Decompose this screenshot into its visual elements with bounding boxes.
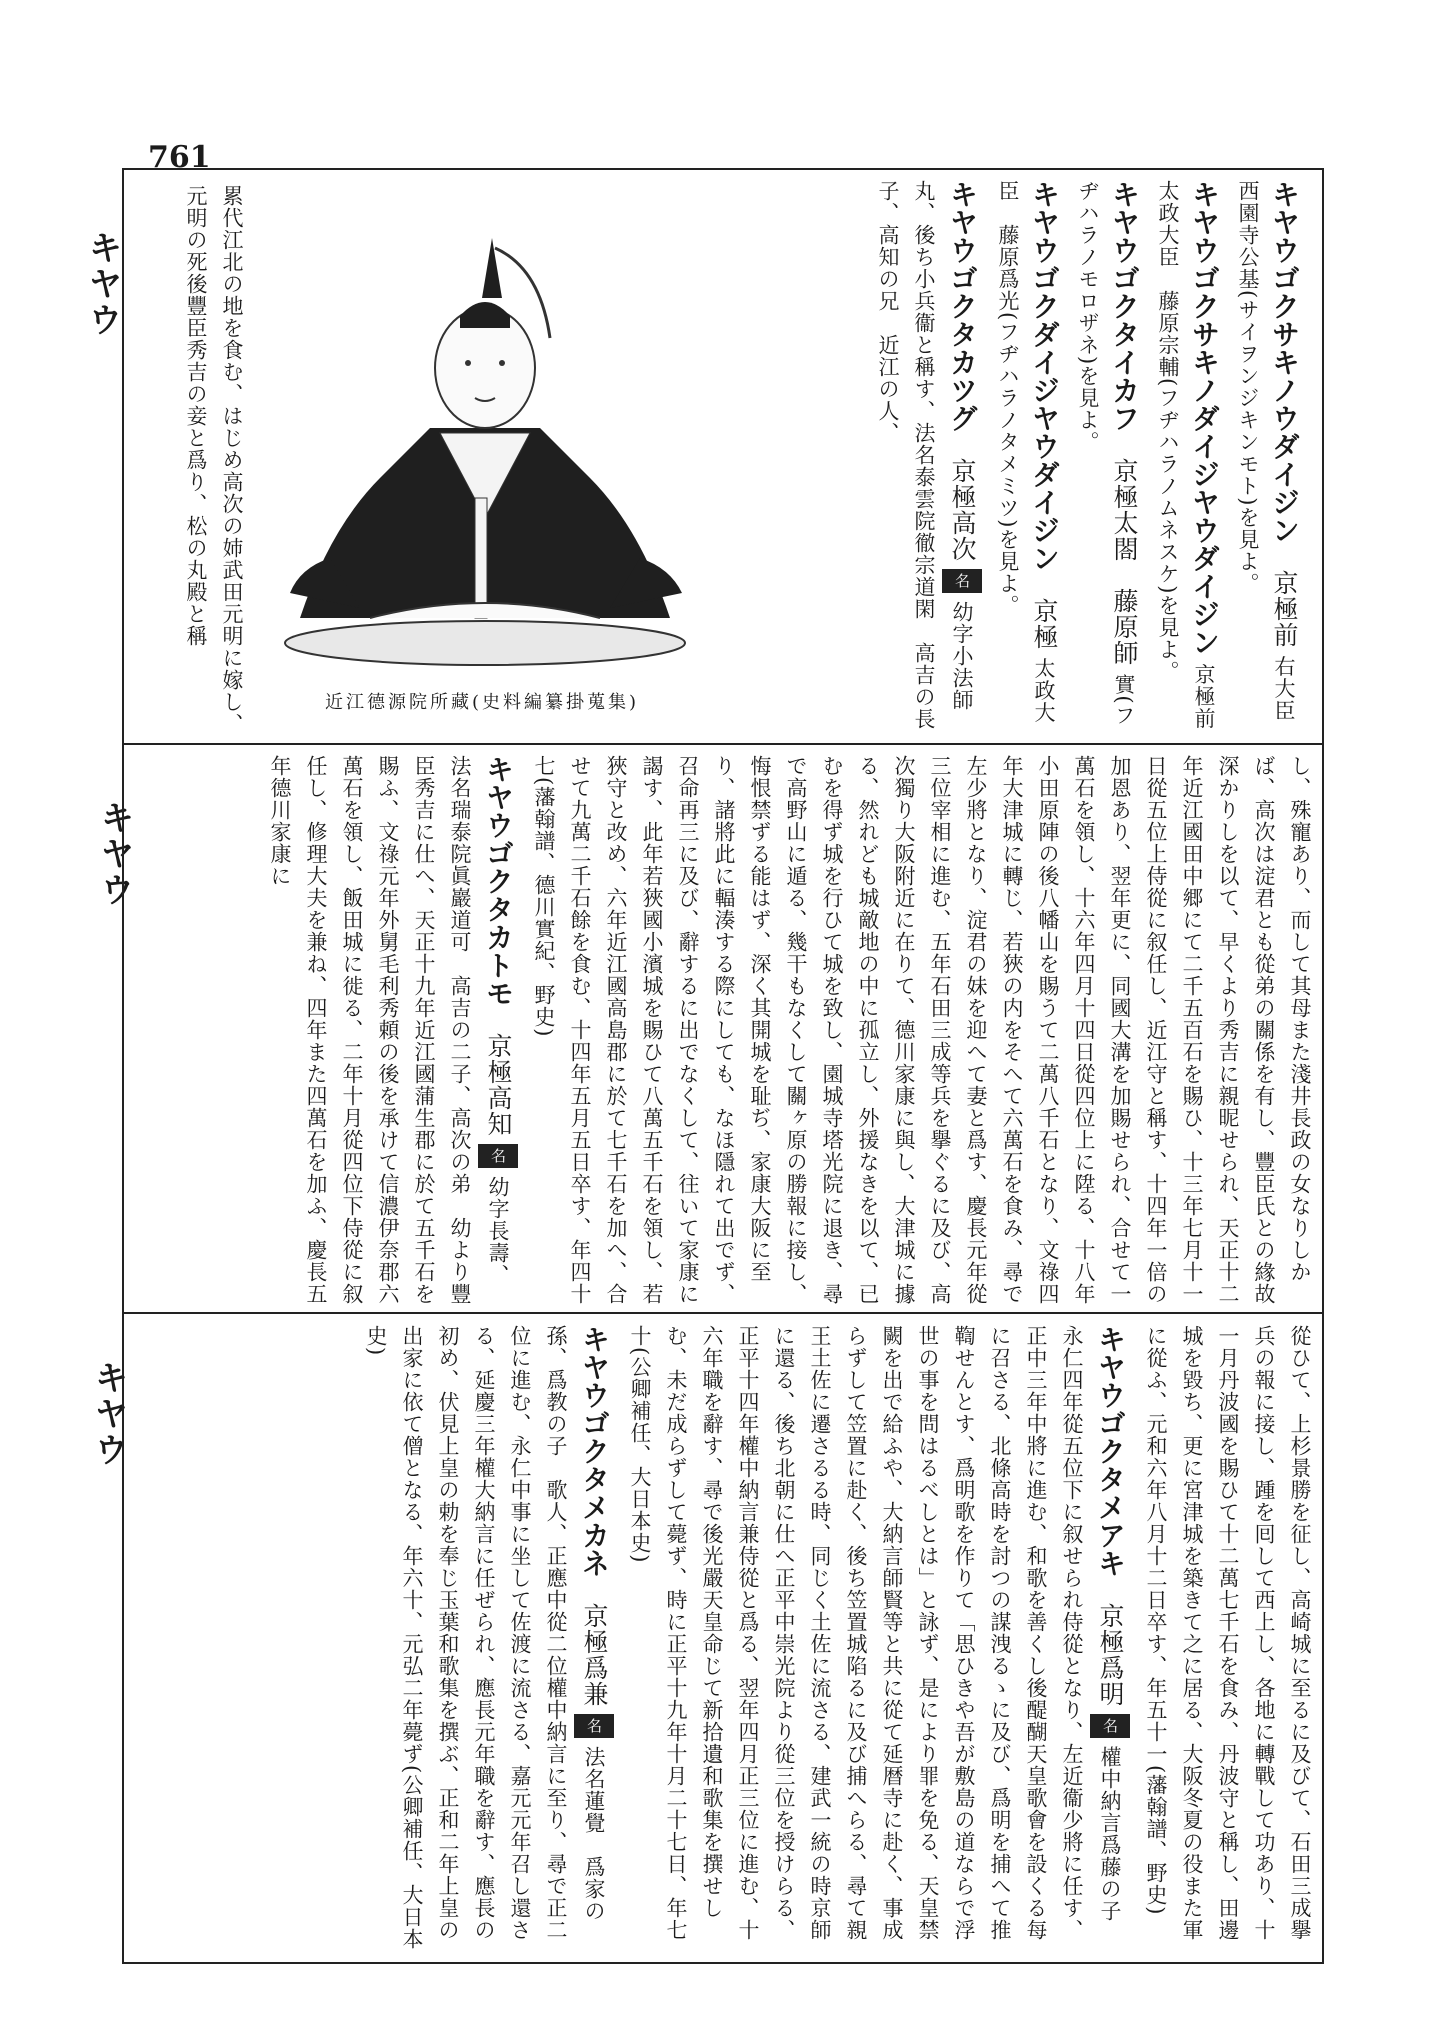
side-index-label: キヤウ <box>94 800 134 908</box>
name-badge: 名 <box>1090 1714 1130 1738</box>
entry-name: 京極太閤 藤原師 <box>1110 457 1139 666</box>
paragraph: 累代江北の地を食む、はじめ高次の姉武田元明に嫁し、元明の死後豐臣秀吉の妾と爲り、松の丸殿と稱 <box>184 185 244 735</box>
entry-body: 右大臣 西園寺公基(サイヲンジキンモト)を見よ。 <box>1236 180 1296 744</box>
entry <box>262 755 518 1305</box>
entry-name: 京極爲明 <box>1096 1602 1125 1707</box>
portrait-side-text <box>140 185 250 735</box>
entry <box>870 180 982 735</box>
entry-headword: キヤウゴクサキノウダイジン <box>1268 180 1301 544</box>
section-divider <box>122 743 1324 745</box>
name-badge: 名 <box>574 1714 614 1738</box>
middle-section <box>140 755 1318 1305</box>
name-badge: 名 <box>478 1144 518 1168</box>
side-index-label: キヤウ <box>88 1360 128 1468</box>
entry-body: 實(フヂハラノモロザネ)を見よ。 <box>1076 180 1136 727</box>
entry-body: 幼字小法師丸、後ち小兵衞と稱す、法名泰雲院徹宗道閑 高吉の長子、高知の兄 近江の人、 <box>876 180 974 730</box>
entry-headword: キヤウゴクタメアキ <box>1094 1325 1127 1577</box>
name-badge: 名 <box>942 569 982 593</box>
entry <box>1070 180 1142 735</box>
entry-body: 太政大臣 藤原爲光(フヂハラノタメミツ)を見よ。 <box>996 180 1056 724</box>
entry-name: 京極高次 <box>948 457 977 562</box>
entry-body: 權中納言爲藤の子 永仁四年從五位下に叙せられ侍從となり、左近衞少將に任す、正中三年中將に進む、和歌を善くし後醍醐天皇歌會を設くる每に召さる、北條高時を討つの謀洩るゝに及び、爲明を捕へて推鞫せんとす、爲明歌を作りて「思ひきや吾が敷島の道ならで浮世の事を問はるべしとは」と詠ず、是により罪を免る、天皇禁闕を出で給ふや、大納言師賢等と共に從て延暦寺に赴く、事成らずして笠置に赴く、後ち笠置城陷るに及び捕へらる、尋て親王土佐に遷さるる時、同じく土佐に流さる、建武一統の時京師に還る、後ち北朝に仕へ正平中崇光院より從三位を授けらる、正平十四年權中納言兼侍從と爲る、翌年四月正三位に進む、十六年職を辭す、尋で後光嚴天皇命じて新拾遺和歌集を撰せしむ、未だ成らずして薨ず、時に正平十九年十月二十七日、年七十(公卿補任、大日本史) <box>628 1325 1122 1945</box>
entry-name: 京極高知 <box>484 1032 513 1137</box>
entry-name: 京極 <box>1030 597 1059 650</box>
portrait-caption: 近江德源院所藏(史料編纂掛蒐集) <box>325 692 640 713</box>
top-entries <box>876 180 1302 744</box>
entry-headword: キヤウゴクサキノダイジヤウダイジン <box>1188 180 1221 656</box>
entry-headword: キヤウゴクダイジヤウダイジン <box>1028 180 1061 572</box>
entry <box>622 1325 1130 1955</box>
entry <box>358 1325 614 1955</box>
entry-headword: キヤウゴクタイカフ <box>1108 180 1141 432</box>
entry <box>990 180 1062 735</box>
entry-headword: キヤウゴクタカトモ <box>482 755 515 1007</box>
paragraph: 從ひて、上杉景勝を征し、高崎城に至るに及びて、石田三成擧兵の報に接し、踵を囘して西上し、各地に轉戰して功あり、十一月丹波國を賜ひて十二萬七千石を食み、丹波守と稱し、田邊城を毀ち、更に宮津城を築きて之に居る、大阪冬夏の役また軍に從ふ、元和六年八月十二日卒す、年五十一(藩翰譜、野史) <box>1144 1325 1312 1941</box>
bottom-section <box>140 1325 1318 1955</box>
entry-headword: キヤウゴクタメカネ <box>578 1325 611 1577</box>
page-number: 761 <box>148 140 211 175</box>
portrait-illustration <box>270 228 700 668</box>
entry-body: 幼字長壽、法名瑞泰院眞巖道可 高吉の二子、高次の弟 幼より豐臣秀吉に仕へ、天正十九年近江國蒲生郡に於て五千石を賜ふ、文祿元年外舅毛利秀頼の後を承けて信濃伊奈郡六萬石を領し、飯田城に徙る、二年十月從四位下侍從に叙任し、修理大夫を兼ね、四年また四萬石を加ふ、慶長五年德川家康に <box>268 755 510 1305</box>
entry-name: 京極前 <box>1270 569 1299 648</box>
entry-headword: キヤウゴクタカツグ <box>946 180 979 432</box>
entry <box>1230 180 1302 744</box>
entry-body: 法名蓮覺 爲家の孫、爲教の子 歌人、正應中從二位權中納言に至り、尋で正二位に進む、永仁中事に坐して佐渡に流さる、嘉元元年召し還さる、延慶三年權大納言に任ぜられ、應長元年職を辭す、應長の初め、伏見上皇の勅を奉じ玉葉和歌集を撰ぶ、正和二年上皇の出家に依て僧となる、年六十、元弘二年薨ず(公卿補任、大日本史) <box>364 1325 606 1951</box>
section-divider <box>122 1312 1324 1314</box>
entry-body: 京極前太政大臣 藤原宗輔(フヂハラノムネスケ)を見よ。 <box>1156 180 1216 730</box>
side-index-label: キヤウ <box>82 230 122 338</box>
entry <box>1150 180 1222 735</box>
entry-name: 京極爲兼 <box>580 1602 609 1707</box>
paragraph: し、殊寵あり、而して其母また淺井長政の女なりしかば、高次は淀君とも從弟の關係を有し、豐臣氏との緣故深かりしを以て、早くより秀吉に親昵せられ、天正十二年近江國田中郷にて二千五百石を賜ひ、十三年七月十一日從五位上侍從に叙任し、近江守と稱す、十四年一倍の加恩あり、翌年更に、同國大溝を加賜せられ、合せて一萬石を領し、十六年四月十四日從四位上に陞る、十八年小田原陣の後八幡山を賜うて二萬八千石となり、文祿四年大津城に轉じ、若狹の内をそへて六萬石を食み、尋で左少將となり、淀君の妹を迎へて妻と爲す、慶長元年從三位宰相に進む、五年石田三成等兵を擧ぐるに及び、高次獨り大阪附近に在りて、德川家康に與し、大津城に據る、然れども城敵地の中に孤立し、外援なきを以て、已むを得ず城を行ひて城を致し、園城寺塔光院に退き、尋で高野山に遁る、幾干もなくして關ヶ原の勝報に接し、悔恨禁ずる能はず、深く其開城を耻ぢ、家康大阪に至り、諸將此に輻湊する際にしても、なほ隱れて出でず、召命再三に及び、辭するに出でなくして、往いて家康に謁す、此年若狹國小濱城を賜ひて八萬五千石を領し、若狹守と改め、六年近江國高島郡に於て七千石を加へ、合せて九萬二千石餘を食む、十四年五月五日卒す、年四十七(藩翰譜、德川實紀、野史) <box>532 755 1312 1305</box>
